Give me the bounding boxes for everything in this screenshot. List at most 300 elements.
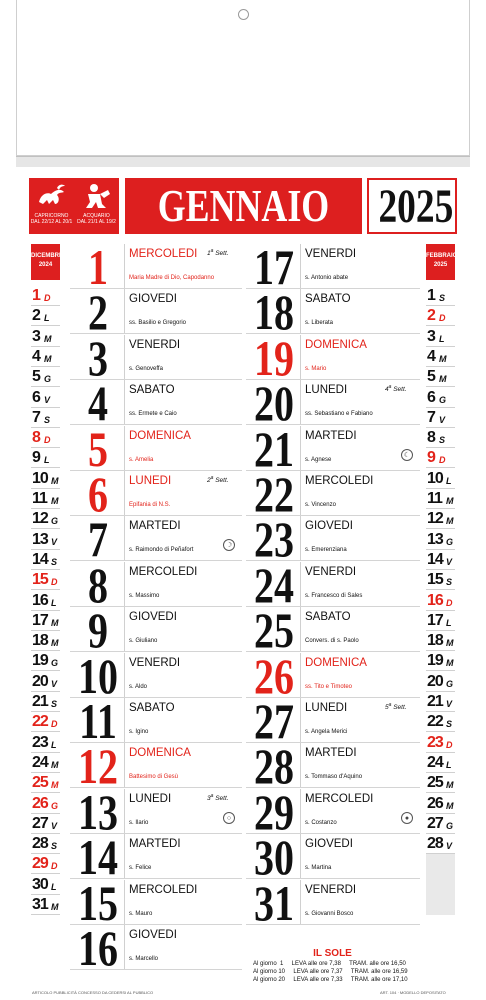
side-day-row <box>426 672 455 692</box>
weekday-name: MARTEDI <box>129 520 181 533</box>
weekday-name: MARTEDI <box>129 838 181 851</box>
side-empty-fill <box>426 854 455 915</box>
week-num-value: 3 <box>207 794 211 802</box>
side-day-number: 19 <box>32 652 48 670</box>
day-row <box>70 647 242 704</box>
side-day-number: 11 <box>32 490 47 507</box>
side-day-number: 25 <box>32 774 48 792</box>
sun-line: Al giorno 1 LEVA alle ore 7,38 TRAM. alle ore 16,50 <box>253 961 406 967</box>
weekday-name: MARTEDI <box>305 429 357 442</box>
saint-name: Battesimo di Gesù <box>129 774 179 781</box>
year-header <box>367 178 457 234</box>
side-day-weekday: S <box>51 556 58 567</box>
side-day-row <box>31 347 60 367</box>
side-day-row <box>426 306 455 326</box>
side-day-number: 17 <box>32 611 48 629</box>
side-day-row <box>426 692 455 712</box>
side-day-weekday: D <box>51 861 58 872</box>
saint-name: ss. Tito e Timoteo <box>305 683 353 690</box>
side-day-number: 26 <box>427 794 443 812</box>
side-day-weekday: L <box>51 739 57 750</box>
side-day-weekday: D <box>44 293 51 303</box>
side-day-weekday: S <box>51 699 58 709</box>
day-row <box>70 329 242 386</box>
side-day-number: 29 <box>32 855 48 873</box>
week-num-label: Sett. <box>213 250 229 258</box>
side-day-number: 15 <box>427 571 443 589</box>
saint-name: s. Agnese <box>305 456 332 463</box>
side-day-weekday: M <box>446 780 454 791</box>
day-row <box>246 284 420 341</box>
week-num-value: 1 <box>207 250 211 258</box>
day-info <box>300 380 420 424</box>
week-number <box>385 383 407 394</box>
day-info <box>124 516 242 560</box>
day-number: 5 <box>88 420 108 477</box>
side-day-number: 14 <box>32 550 48 568</box>
day-info <box>300 244 420 288</box>
saint-name: s. Martina <box>305 865 332 872</box>
side-day-weekday: M <box>446 496 454 506</box>
saint-name: s. Aldo <box>129 683 148 690</box>
side-day-weekday: M <box>446 638 454 649</box>
day-number: 16 <box>78 920 118 976</box>
day-info <box>124 244 242 288</box>
side-day-row <box>426 712 455 732</box>
side-day-number: 16 <box>32 591 48 609</box>
side-day-row <box>31 794 60 814</box>
side-day-row <box>426 753 455 773</box>
side-day-weekday: L <box>51 597 57 608</box>
side-day-row <box>426 591 455 611</box>
side-day-weekday: M <box>51 902 59 912</box>
zodiac-panel <box>29 178 119 234</box>
saint-name: Convers. di s. Paolo <box>305 638 359 645</box>
side-day-row <box>31 448 60 468</box>
day-row <box>246 239 420 295</box>
saint-name: s. Ilario <box>129 819 149 826</box>
side-day-row <box>426 509 455 529</box>
day-number: 14 <box>78 829 118 886</box>
zodiac-dates: DAL 22/12 AL 20/1 <box>30 219 73 225</box>
week-num-value: 4 <box>385 386 389 394</box>
side-day-row <box>31 286 60 306</box>
week-num-label: Sett. <box>391 386 407 394</box>
side-day-number: 31 <box>32 896 48 913</box>
side-day-number: 9 <box>427 449 436 467</box>
weekday-name: MERCOLEDI <box>129 883 198 896</box>
weekday-name: DOMENICA <box>305 656 367 669</box>
day-row <box>246 420 420 477</box>
side-day-row <box>426 834 455 854</box>
sun-line: Al giorno 10 LEVA alle ore 7,37 TRAM. alle ore 16,59 <box>253 969 408 975</box>
side-day-weekday: L <box>439 333 445 344</box>
side-day-row <box>31 834 60 854</box>
side-day-number: 12 <box>32 510 48 528</box>
day-number: 31 <box>254 874 294 931</box>
side-day-number: 24 <box>427 753 443 771</box>
side-day-weekday: M <box>446 658 454 669</box>
day-row <box>246 602 420 659</box>
saint-name: s. Mauro <box>129 910 153 917</box>
weekday-name: DOMENICA <box>305 338 367 351</box>
day-number: 19 <box>254 329 294 386</box>
side-day-weekday: L <box>446 475 452 486</box>
side-day-row <box>31 550 60 570</box>
week-num-suffix: a <box>210 475 214 481</box>
weekday-name: VENERDI <box>305 248 357 260</box>
saint-name: s. Giuliano <box>129 638 158 645</box>
saint-name: Maria Madre di Dio, Capodanno <box>129 275 215 281</box>
side-day-row <box>31 712 60 732</box>
day-row <box>246 556 420 613</box>
saint-name: s. Genoveffa <box>129 365 163 372</box>
side-day-number: 8 <box>32 429 41 447</box>
side-day-weekday: M <box>51 780 59 791</box>
side-day-row <box>426 388 455 408</box>
side-day-number: 10 <box>32 469 48 487</box>
day-info <box>300 607 420 651</box>
side-day-weekday: M <box>51 638 59 649</box>
side-day-weekday: M <box>51 496 59 506</box>
saint-name: s. Raimondo di Peñafort <box>129 547 194 554</box>
day-info <box>124 426 242 470</box>
side-day-number: 4 <box>32 347 41 365</box>
side-day-number: 7 <box>427 408 436 426</box>
day-info <box>124 607 242 651</box>
side-day-number: 10 <box>427 469 443 487</box>
weekday-name: SABATO <box>305 293 351 306</box>
side-day-number: 14 <box>427 550 443 568</box>
day-row <box>70 602 242 659</box>
day-number: 10 <box>78 647 118 704</box>
weekday-name: VENERDI <box>305 883 357 896</box>
side-day-row <box>426 286 455 306</box>
weekday-name: DOMENICA <box>129 747 191 760</box>
side-day-number: 18 <box>427 632 443 650</box>
moon-phase-icon: ☾ <box>401 449 413 461</box>
day-number: 28 <box>254 738 294 795</box>
day-number: 23 <box>254 511 294 568</box>
day-number: 17 <box>254 239 294 295</box>
side-day-weekday: D <box>439 313 446 324</box>
side-day-row <box>426 327 455 347</box>
day-row <box>246 783 420 840</box>
side-day-number: 23 <box>32 733 48 751</box>
side-day-number: 7 <box>32 408 41 426</box>
side-day-row <box>426 469 455 489</box>
day-number: 30 <box>254 829 294 886</box>
weekday-name: GIOVEDI <box>305 520 353 533</box>
side-day-weekday: G <box>44 374 52 385</box>
capricorn-icon <box>35 182 68 212</box>
side-day-weekday: S <box>51 841 58 852</box>
side-day-number: 1 <box>427 287 436 304</box>
side-day-weekday: V <box>51 678 58 689</box>
day-info <box>124 925 242 969</box>
side-day-row <box>31 591 60 611</box>
side-day-row <box>426 550 455 570</box>
zodiac-dates: DAL 21/1 AL 19/2 <box>77 219 116 225</box>
side-day-row <box>426 489 455 509</box>
saint-name: ss. Basilio e Gregorio <box>129 320 187 327</box>
day-number: 13 <box>78 783 118 840</box>
day-row <box>70 874 242 931</box>
side-day-row <box>31 388 60 408</box>
saint-name: s. Emerenziana <box>305 547 347 554</box>
weekday-name: LUNEDI <box>305 384 348 397</box>
day-row <box>246 693 420 749</box>
week-num-value: 5 <box>385 704 389 712</box>
day-info <box>124 880 242 924</box>
side-day-weekday: M <box>51 475 59 486</box>
side-day-number: 28 <box>32 835 48 853</box>
day-row <box>246 874 420 931</box>
saint-name: s. Massimo <box>129 592 160 599</box>
day-number: 9 <box>88 602 108 659</box>
day-number: 2 <box>88 284 108 341</box>
side-day-weekday: D <box>446 739 453 750</box>
day-row <box>70 375 242 432</box>
saint-name: s. Igino <box>129 729 149 735</box>
day-number: 24 <box>254 556 294 613</box>
side-day-number: 12 <box>427 510 443 528</box>
side-day-number: 4 <box>427 347 436 365</box>
side-day-weekday: V <box>51 536 58 547</box>
day-row <box>70 693 242 749</box>
side-day-weekday: M <box>446 800 454 811</box>
side-day-number: 6 <box>32 388 41 406</box>
day-number: 7 <box>88 511 108 568</box>
weekday-name: MERCOLEDI <box>305 792 374 805</box>
day-info <box>300 562 420 606</box>
weekday-name: VENERDI <box>305 565 357 578</box>
side-day-row <box>31 367 60 387</box>
top-blank-area <box>16 0 470 156</box>
saint-name: Epifania di N.S. <box>129 502 171 508</box>
day-info <box>300 335 420 379</box>
side-day-number: 2 <box>427 307 436 325</box>
week-num-suffix: a <box>388 384 392 391</box>
month-name: GENNAIO <box>157 180 330 231</box>
weekday-name: LUNEDI <box>129 792 172 805</box>
month-header <box>125 178 362 234</box>
day-info <box>124 834 242 878</box>
side-day-row <box>426 428 455 448</box>
side-day-weekday: L <box>446 617 452 628</box>
day-row <box>70 738 242 795</box>
side-day-row <box>426 570 455 590</box>
side-day-number: 6 <box>427 388 436 406</box>
aquarius-icon <box>80 182 113 212</box>
day-number: 29 <box>254 783 294 840</box>
day-info <box>124 335 242 379</box>
weekday-name: GIOVEDI <box>129 293 177 306</box>
side-day-row <box>31 692 60 712</box>
side-day-number: 8 <box>427 429 436 447</box>
side-day-weekday: G <box>446 536 454 547</box>
day-row <box>70 829 242 886</box>
side-day-weekday: M <box>44 353 52 364</box>
side-day-number: 26 <box>32 794 48 812</box>
side-day-row <box>31 428 60 448</box>
saint-name: ss. Ermete e Caio <box>129 411 177 418</box>
side-day-number: 19 <box>427 652 443 670</box>
week-number <box>207 474 229 485</box>
day-number: 18 <box>254 284 294 341</box>
day-info <box>124 471 242 515</box>
side-day-row <box>31 854 60 874</box>
day-row <box>246 738 420 795</box>
saint-name: s. Liberata <box>305 320 334 327</box>
zodiac-name: ACQUARIO <box>83 213 110 219</box>
side-day-weekday: D <box>446 597 453 608</box>
side-day-row <box>31 611 60 631</box>
side-day-weekday: V <box>446 556 453 567</box>
side-day-row <box>426 773 455 793</box>
side-day-weekday: M <box>51 617 59 628</box>
week-num-label: Sett. <box>213 794 229 802</box>
day-info <box>300 698 420 742</box>
day-row <box>70 239 242 295</box>
side-day-number: 22 <box>427 713 443 731</box>
weekday-name: GIOVEDI <box>129 929 177 941</box>
week-num-suffix: a <box>388 702 392 708</box>
side-day-row <box>31 733 60 753</box>
day-info <box>124 789 242 833</box>
side-day-number: 9 <box>32 449 41 467</box>
side-day-row <box>31 509 60 529</box>
day-row <box>70 284 242 341</box>
day-info <box>300 653 420 697</box>
week-num-value: 2 <box>207 477 211 485</box>
side-day-row <box>31 489 60 509</box>
weekday-name: MERCOLEDI <box>305 475 374 487</box>
week-number <box>207 247 229 258</box>
day-number: 21 <box>254 420 294 477</box>
day-row <box>70 783 242 840</box>
saint-name: s. Felice <box>129 865 152 872</box>
saint-name: s. Angela Merici <box>305 729 348 735</box>
moon-phase-icon: ● <box>401 812 413 824</box>
weekday-name: SABATO <box>129 702 175 714</box>
side-day-number: 27 <box>427 814 443 832</box>
day-info <box>300 516 420 560</box>
year-label: 2025 <box>378 180 454 233</box>
side-day-weekday: V <box>446 841 453 852</box>
side-day-weekday: V <box>446 699 453 709</box>
day-info <box>300 789 420 833</box>
weekday-name: VENERDI <box>129 338 181 351</box>
saint-name: s. Mario <box>305 365 327 372</box>
side-day-row <box>31 895 60 915</box>
sun-line: Al giorno 20 LEVA alle ore 7,33 TRAM. alle ore 17,10 <box>253 977 408 983</box>
side-day-row <box>426 814 455 834</box>
day-info <box>300 471 420 515</box>
week-num-suffix: a <box>210 248 214 254</box>
day-number: 27 <box>254 693 294 749</box>
side-day-number: 22 <box>32 713 48 731</box>
side-day-row <box>31 773 60 793</box>
side-day-number: 20 <box>427 672 443 690</box>
weekday-name: DOMENICA <box>129 429 191 442</box>
saint-name: s. Costanzo <box>305 819 337 826</box>
side-day-row <box>426 651 455 671</box>
side-day-number: 3 <box>32 327 41 345</box>
day-row <box>246 647 420 704</box>
side-day-number: 3 <box>427 327 436 345</box>
side-day-row <box>31 753 60 773</box>
week-number <box>207 792 229 803</box>
week-number <box>385 701 407 712</box>
side-day-number: 30 <box>32 875 48 893</box>
weekday-name: GIOVEDI <box>305 838 353 851</box>
side-day-weekday: D <box>51 577 58 588</box>
side-day-number: 13 <box>32 530 48 548</box>
side-day-weekday: L <box>44 313 50 324</box>
side-day-number: 28 <box>427 835 443 853</box>
side-day-weekday: L <box>51 881 57 892</box>
zodiac-capricorn <box>29 178 74 234</box>
day-number: 11 <box>79 693 117 749</box>
day-number: 22 <box>254 466 294 522</box>
side-day-row <box>31 570 60 590</box>
day-row <box>246 375 420 432</box>
side-day-row <box>426 408 455 428</box>
day-info <box>124 698 242 742</box>
day-info <box>300 426 420 470</box>
side-day-row <box>426 367 455 387</box>
day-info <box>300 289 420 333</box>
weekday-name: LUNEDI <box>305 702 348 714</box>
side-day-number: 5 <box>32 368 41 386</box>
day-row <box>246 511 420 568</box>
side-day-row <box>426 530 455 550</box>
side-day-weekday: V <box>44 394 51 405</box>
side-day-weekday: D <box>51 719 58 730</box>
side-day-weekday: M <box>446 516 454 527</box>
side-day-row <box>31 327 60 347</box>
day-info <box>300 880 420 924</box>
side-day-weekday: M <box>51 759 59 770</box>
day-row <box>246 466 420 522</box>
saint-name: s. Marcello <box>129 956 159 962</box>
side-day-weekday: V <box>51 820 58 831</box>
weekday-name: VENERDI <box>129 656 181 669</box>
side-day-row <box>31 408 60 428</box>
side-day-number: 21 <box>427 693 443 710</box>
side-day-weekday: S <box>439 293 446 303</box>
saint-name: s. Amelia <box>129 456 154 463</box>
side-day-weekday: G <box>446 820 454 831</box>
day-number: 1 <box>88 239 108 295</box>
day-row <box>70 511 242 568</box>
weekday-name: GIOVEDI <box>129 611 177 624</box>
day-number: 25 <box>254 602 294 659</box>
side-day-weekday: M <box>44 333 52 344</box>
side-day-row <box>426 631 455 651</box>
day-number: 3 <box>88 329 108 386</box>
side-day-row <box>31 530 60 550</box>
day-info <box>124 653 242 697</box>
day-number: 4 <box>88 375 108 432</box>
side-day-weekday: L <box>446 759 452 770</box>
side-day-row <box>426 794 455 814</box>
side-day-weekday: L <box>44 455 50 466</box>
weekday-name: MARTEDI <box>305 747 357 760</box>
side-day-row <box>426 611 455 631</box>
day-row <box>70 466 242 522</box>
